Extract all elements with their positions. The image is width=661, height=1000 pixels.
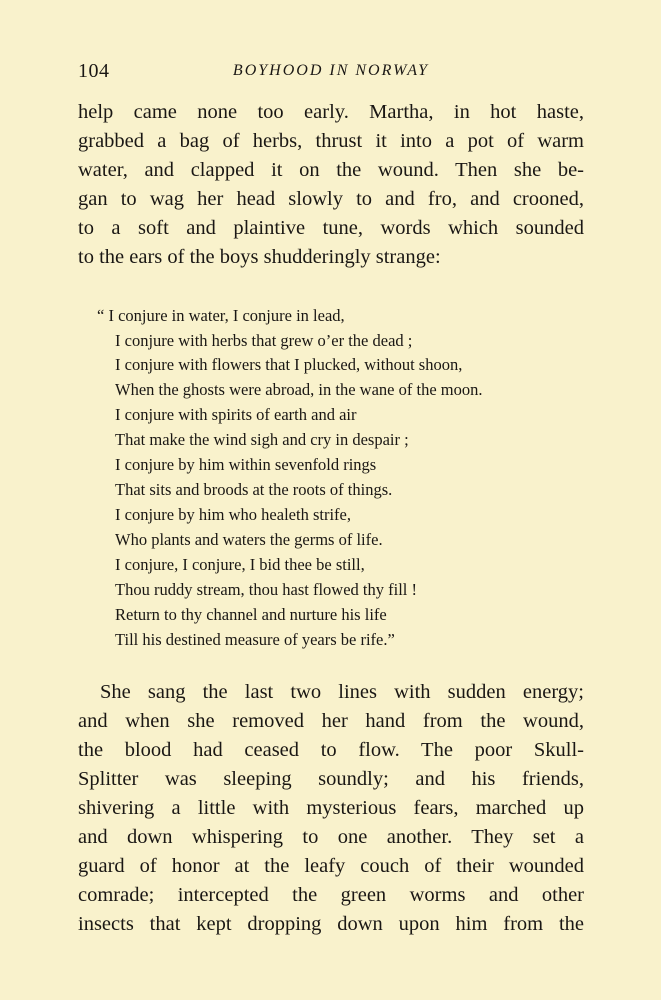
page-number: 104 (78, 60, 110, 82)
text-line: grabbed a bag of herbs, thrust it into a pot of warm (78, 130, 584, 152)
verse-line: Who plants and waters the germs of life. (115, 530, 383, 549)
text-line: to a soft and plaintive tune, words which sounded (78, 217, 584, 239)
text-line: guard of honor at the leafy couch of their wounded (78, 855, 584, 877)
verse-line: When the ghosts were abroad, in the wane of the moon. (115, 380, 483, 399)
text-line: to the ears of the boys shudderingly strange: (78, 246, 441, 268)
text-line: help came none too early. Martha, in hot haste, (78, 101, 584, 123)
text-line: the blood had ceased to flow. The poor Skull- (78, 739, 584, 761)
text-line: shivering a little with mysterious fears, marched up (78, 797, 584, 819)
verse-line: I conjure with herbs that grew o’er the dead ; (115, 331, 413, 350)
text-line: water, and clapped it on the wound. Then she be- (78, 159, 584, 181)
running-head (78, 60, 584, 84)
text-line: She sang the last two lines with sudden energy; (100, 681, 584, 703)
text-line: gan to wag her head slowly to and fro, and crooned, (78, 188, 584, 210)
verse-line: Thou ruddy stream, thou hast flowed thy fill ! (115, 580, 417, 599)
verse-line: That sits and broods at the roots of things. (115, 480, 393, 499)
verse-line: That make the wind sigh and cry in despair ; (115, 430, 409, 449)
text-line: and when she removed her hand from the wound, (78, 710, 584, 732)
text-line: and down whispering to one another. They set a (78, 826, 584, 848)
text-line: Splitter was sleeping soundly; and his friends, (78, 768, 584, 790)
running-title: BOYHOOD IN NORWAY (232, 62, 430, 79)
text-line: insects that kept dropping down upon him from the (78, 913, 584, 935)
verse-line: I conjure by him who healeth strife, (115, 505, 351, 524)
verse-line: I conjure by him within sevenfold rings (115, 455, 377, 474)
verse-line: I conjure with spirits of earth and air (115, 405, 357, 424)
verse-line: I conjure, I conjure, I bid thee be still, (115, 555, 365, 574)
verse-line: “ I conjure in water, I conjure in lead, (97, 306, 345, 325)
text-line: comrade; intercepted the green worms and other (78, 884, 584, 906)
verse-line: Return to thy channel and nurture his life (115, 605, 387, 624)
verse-line: Till his destined measure of years be rife.” (115, 630, 395, 649)
verse-line: I conjure with flowers that I plucked, without shoon, (115, 355, 463, 374)
